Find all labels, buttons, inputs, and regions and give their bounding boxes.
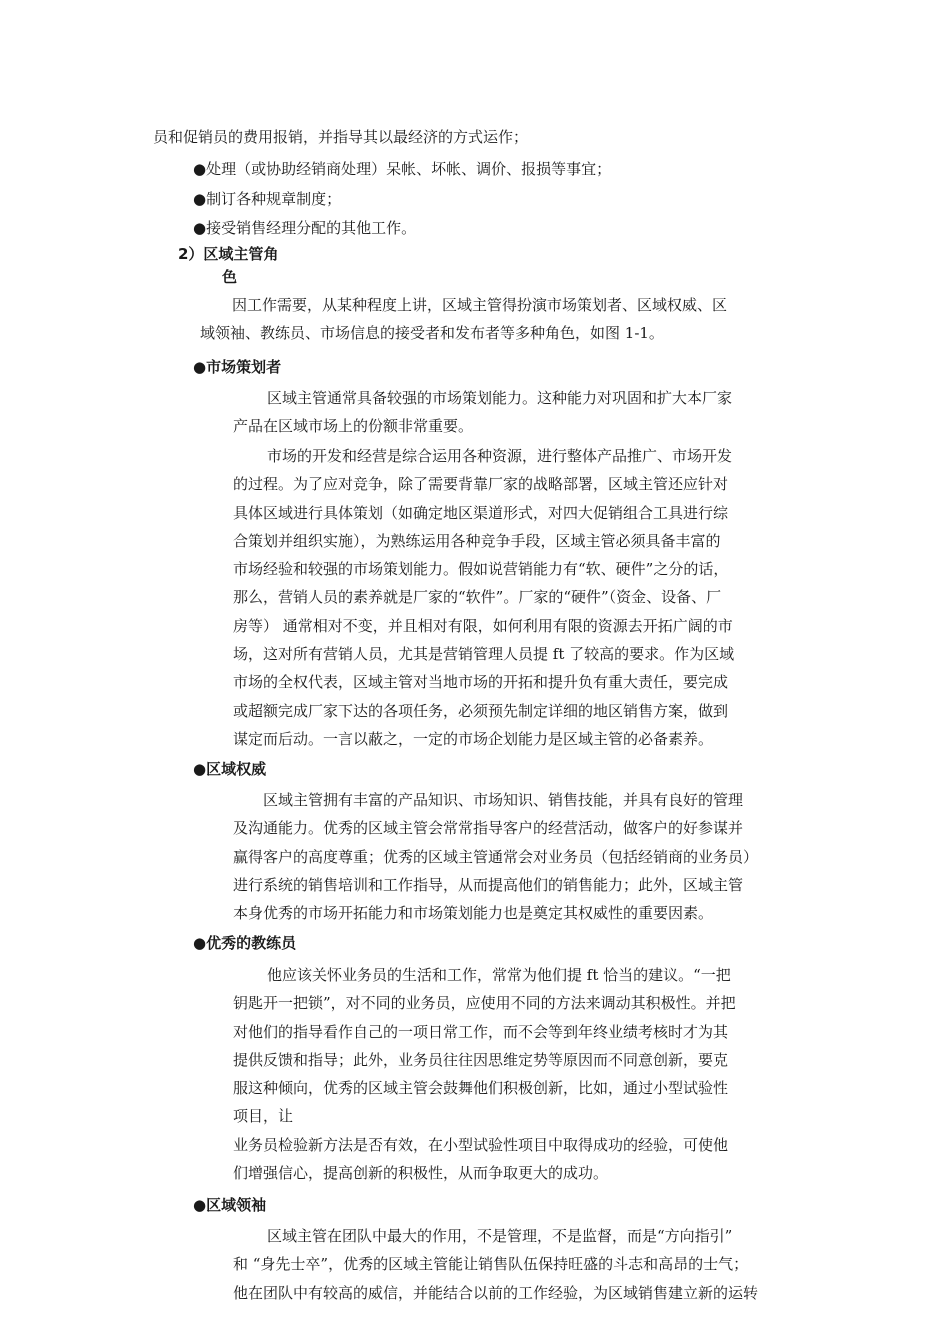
text-line: 域领袖、教练员、市场信息的接受者和发布者等多种角色，如图 1-1。 [200,324,664,343]
text-line: 本身优秀的市场开拓能力和市场策划能力也是奠定其权威性的重要因素。 [233,904,714,923]
role-title-authority: ●区域权威 [193,760,267,778]
text-line: 因工作需要，从某种程度上讲，区域主管得扮演市场策划者、区域权威、区 [232,296,728,314]
text-line: 产品在区域市场上的份额非常重要。 [233,417,474,436]
text-line: 们增强信心，提高创新的积极性，从而争取更大的成功。 [233,1164,609,1183]
text-line: 合策划并组织实施），为熟练运用各种竞争手段，区域主管必须具备丰富的 [233,531,721,550]
text-line: 市场的全权代表，区域主管对当地市场的开拓和提升负有重大责任，要完成 [233,673,729,692]
section-heading-line2: 色 [222,268,238,286]
text-line: 进行系统的销售培训和工作指导，从而提高他们的销售能力；此外，区域主管 [233,875,744,894]
text-line: 市场经验和较强的市场策划能力。假如说营销能力有“软、硬件”之分的话， [233,560,729,579]
coach-paragraph-1 [233,961,803,1131]
role-title-leader: ●区域领袖 [193,1196,267,1214]
text-line: 业务员检验新方法是否有效，在小型试验性项目中取得成功的经验，可使他 [233,1136,729,1154]
text-line: 市场的开发和经营是综合运用各种资源，进行整体产品推广、市场开发 [267,447,733,465]
text-line: 区域主管通常具备较强的市场策划能力。这种能力对巩固和扩大本厂家 [267,389,733,407]
text-line: 房等） 通常相对不变，并且相对有限，如何利用有限的资源去开拓广阔的市 [233,616,733,635]
text-line: 具体区域进行具体策划（如确定地区渠道形式，对四大促销组合工具进行综 [233,503,729,522]
bullet-item: ●接受销售经理分配的其他工作。 [193,219,417,237]
text-line: 和 “身先士卒”，优秀的区域主管能让销售队伍保持旺盛的斗志和高昂的士气； [233,1255,749,1274]
role-title-coach: ●优秀的教练员 [193,934,297,952]
text-line: 区域主管在团队中最大的作用，不是管理，不是监督，而是“方向指引” [267,1227,733,1245]
bullet-item: ●处理（或协助经销商处理）呆帐、坏帐、调价、报损等事宜； [193,160,612,178]
coach-paragraph-2 [233,1131,803,1188]
leader-paragraph [233,1222,803,1307]
text-line: 或超额完成厂家下达的各项任务，必须预先制定详细的地区销售方案，做到 [233,701,729,720]
text-line: 对他们的指导看作自己的一项日常工作，而不会等到年终业绩考核时才为其 [233,1022,729,1041]
text-line: 提供反馈和指导；此外，业务员往往因思维定势等原因而不同意创新，要克 [233,1050,729,1069]
text-line: 谋定而后动。一言以蔽之，一定的市场企划能力是区域主管的必备素养。 [233,729,714,748]
section-heading-line1: 2）区域主管角 [178,245,279,263]
top-fragment-text: 员和促销员的费用报销，并指导其以最经济的方式运作； [153,128,529,146]
text-line: 钥匙开一把锁”，对不同的业务员，应使用不同的方法来调动其积极性。并把 [233,994,736,1013]
text-line: 区域主管拥有丰富的产品知识、市场知识、销售技能，并具有良好的管理 [263,791,744,809]
text-line: 项目，让 [233,1107,294,1126]
text-line: 服这种倾向，优秀的区域主管会鼓舞他们积极创新，比如，通过小型试验性 [233,1079,729,1098]
bullet-item: ●制订各种规章制度； [193,190,342,208]
intro-paragraph [200,291,800,348]
text-line: 的过程。为了应对竞争，除了需要背靠厂家的战略部署，区域主管还应针对 [233,475,729,494]
text-line: 赢得客户的高度尊重；优秀的区域主管通常会对业务员（包括经销商的业务员） [233,847,759,866]
text-line: 场，这对所有营销人员，尤其是营销管理人员提 ft 了较高的要求。作为区域 [233,645,735,664]
text-line: 及沟通能力。优秀的区域主管会常常指导客户的经营活动，做客户的好参谋并 [233,819,744,838]
planner-paragraph-1 [233,384,803,441]
role-title-planner: ●市场策划者 [193,358,282,376]
text-line: 那么，营销人员的素养就是厂家的“软件”。厂家的“硬件”（资金、设备、厂 [233,588,722,607]
text-line: 他应该关怀业务员的生活和工作，常常为他们提 ft 恰当的建议。“一把 [267,966,731,984]
authority-paragraph [233,786,803,927]
planner-paragraph-2 [233,442,803,753]
text-line: 他在团队中有较高的威信，并能结合以前的工作经验，为区域销售建立新的运转 [233,1283,759,1302]
